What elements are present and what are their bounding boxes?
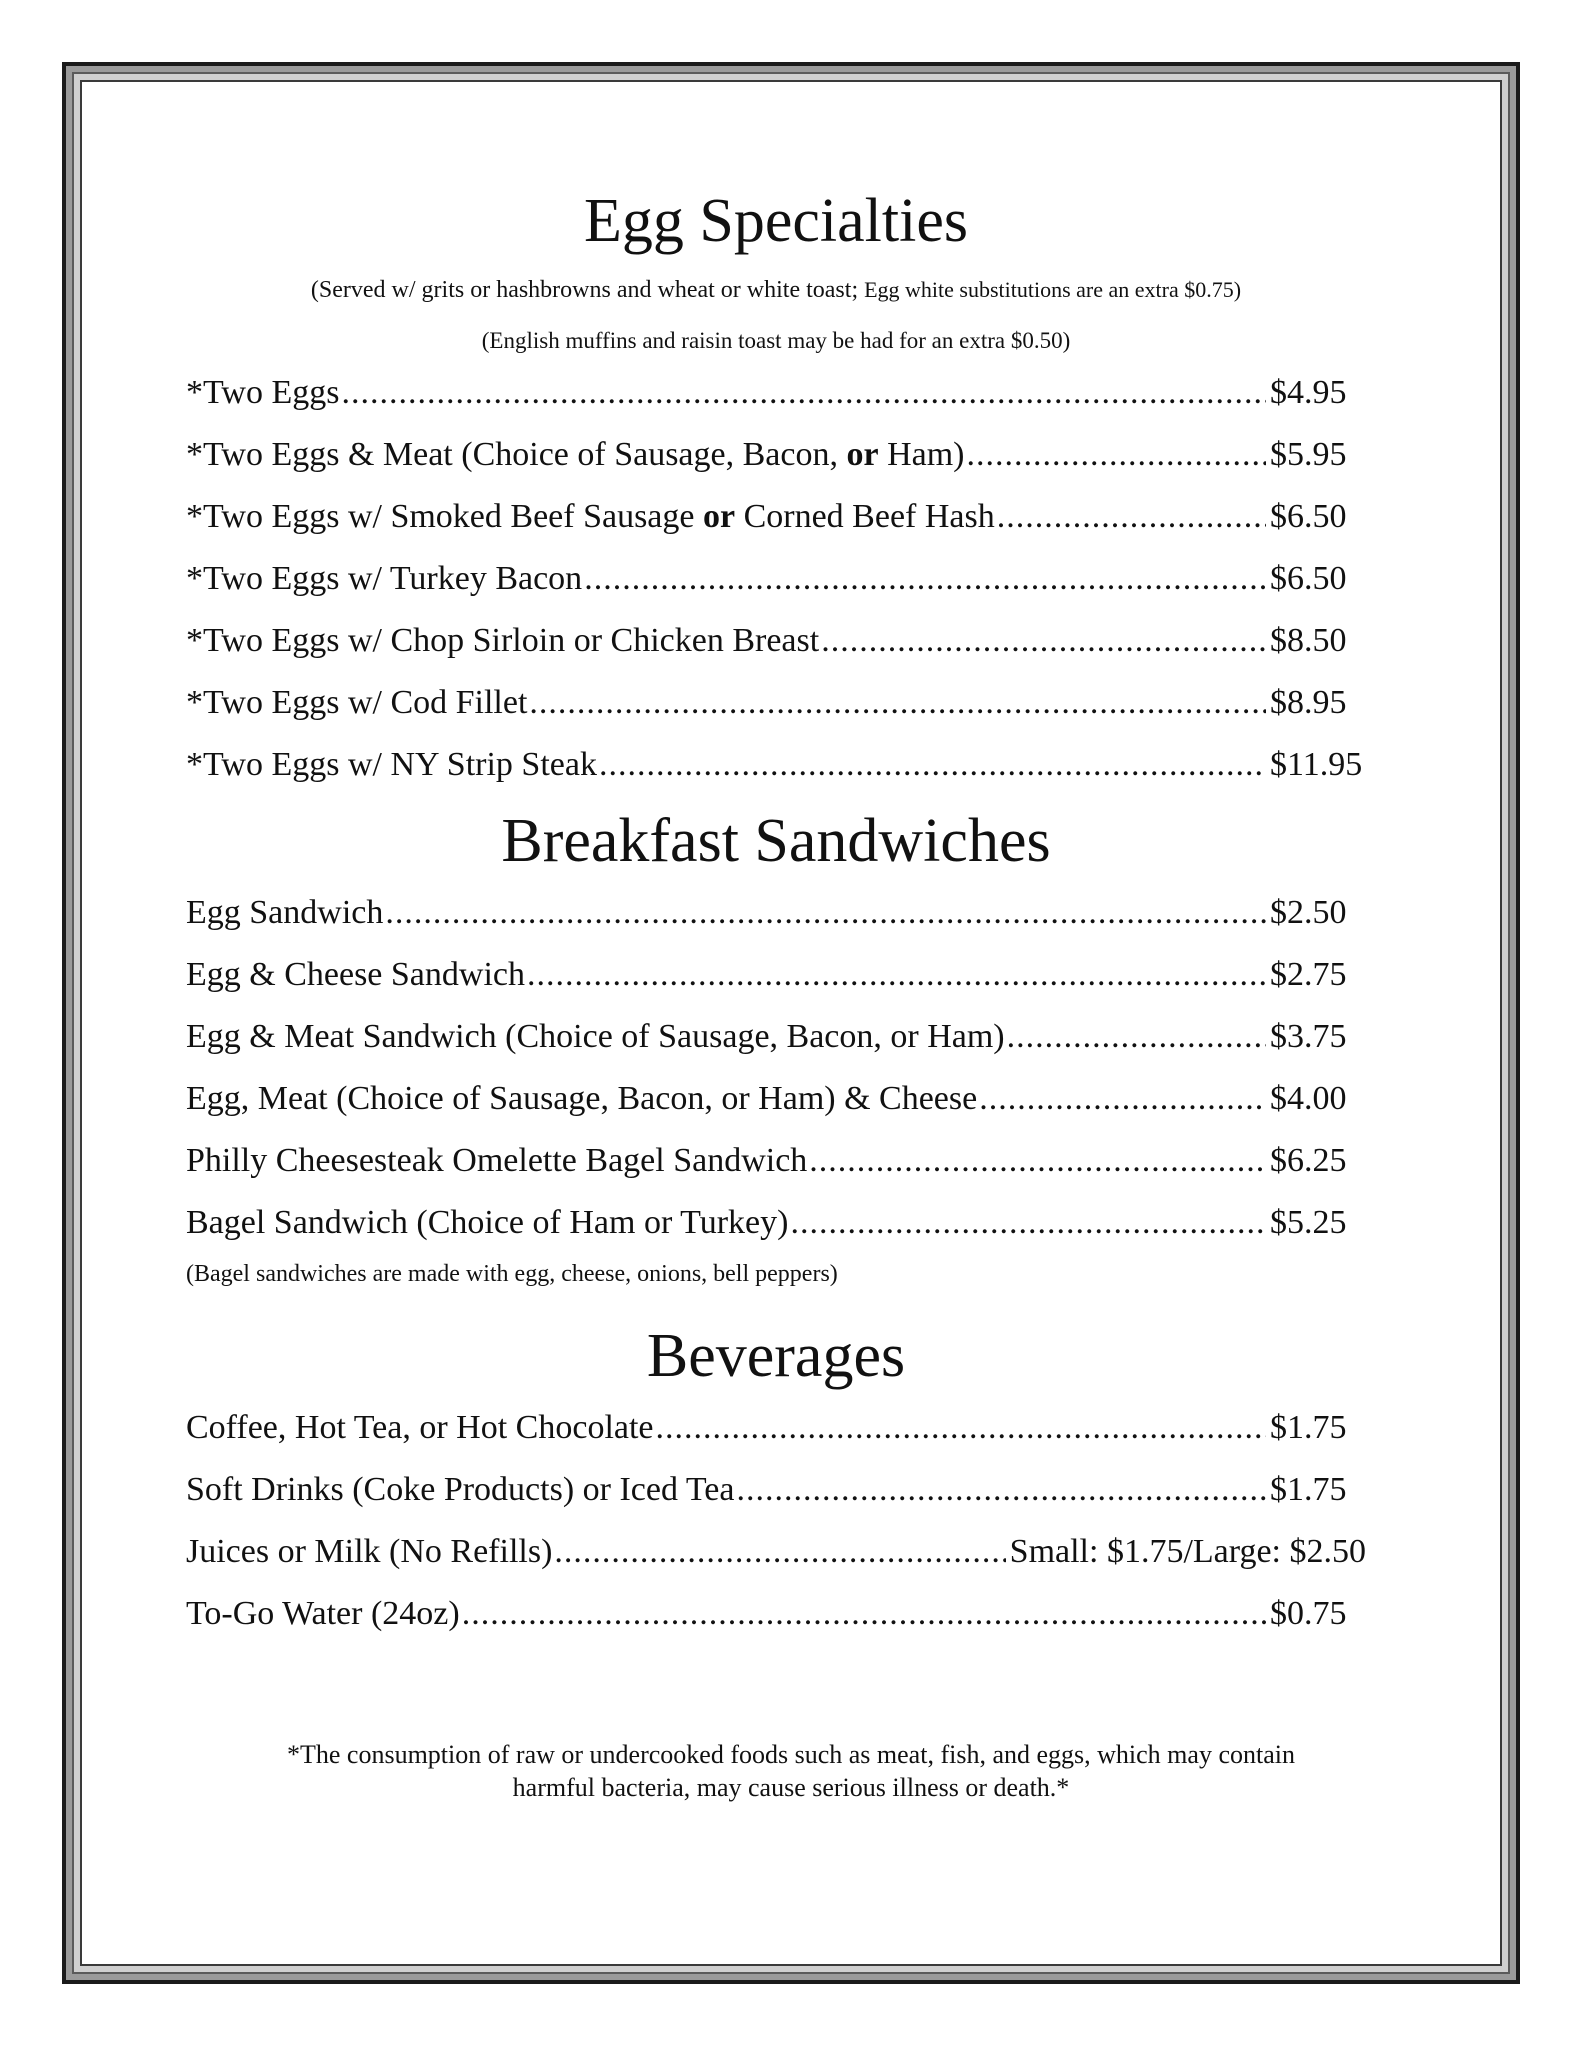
menu-item [186, 1006, 1366, 1068]
dot-leader [736, 1459, 1266, 1521]
egg-specialties-list [186, 362, 1366, 796]
egg-specialties-note [186, 276, 1366, 305]
menu-item [186, 1583, 1366, 1645]
disclaimer-line: *The consumption of raw or undercooked foods such as meat, fish, and eggs, which may contain [287, 1740, 1295, 1769]
item-name: *Two Eggs w/ Cod Fillet [186, 684, 528, 722]
dot-leader [462, 1583, 1266, 1645]
dot-leader [1007, 1006, 1266, 1068]
menu-content [186, 180, 1366, 1645]
dot-leader [529, 672, 1266, 734]
item-price: Small: $1.75/Large: $2.50 [1009, 1533, 1366, 1571]
beverages-title: Beverages [646, 1322, 906, 1391]
item-name: Bagel Sandwich (Choice of Ham or Turkey) [186, 1204, 789, 1242]
dot-leader [790, 1192, 1266, 1254]
item-name-part: *Two Eggs w/ Smoked Beef Sausage [186, 498, 703, 536]
disclaimer-line: harmful bacteria, may cause serious illness or death.* [512, 1773, 1070, 1802]
item-name: Egg, Meat (Choice of Sausage, Bacon, or Ham) & Cheese [186, 1080, 978, 1118]
dot-leader [821, 610, 1266, 672]
item-name [186, 424, 965, 486]
menu-item [186, 1397, 1366, 1459]
item-price: $4.95 [1270, 374, 1347, 412]
dot-leader [967, 424, 1267, 486]
item-price: $4.00 [1270, 1080, 1347, 1118]
menu-item [186, 1068, 1366, 1130]
breakfast-sandwiches-title: Breakfast Sandwiches [501, 807, 1051, 876]
dot-leader [341, 362, 1266, 424]
item-price: $2.50 [1270, 894, 1347, 932]
item-name: *Two Eggs w/ NY Strip Steak [186, 746, 597, 784]
menu-item [186, 424, 1366, 486]
menu-item [186, 672, 1366, 734]
dot-leader [527, 944, 1266, 1006]
item-name: Egg Sandwich [186, 894, 384, 932]
item-name: Juices or Milk (No Refills) [186, 1533, 553, 1571]
item-price: $0.75 [1270, 1595, 1347, 1633]
item-name: Egg & Cheese Sandwich [186, 956, 525, 994]
item-name-part: Corned Beef Hash [735, 498, 995, 536]
dot-leader [599, 734, 1266, 796]
item-name: *Two Eggs [186, 374, 340, 412]
item-price: $3.75 [1270, 1018, 1347, 1056]
item-price: $8.95 [1270, 684, 1347, 722]
item-price: $11.95 [1270, 746, 1363, 784]
item-name: To-Go Water (24oz) [186, 1595, 460, 1633]
item-name-part: *Two Eggs & Meat (Choice of Sausage, Bacon, [186, 436, 847, 474]
menu-item [186, 362, 1366, 424]
bagel-note: (Bagel sandwiches are made with egg, cheese, onions, bell peppers) [186, 1261, 838, 1288]
item-price: $6.25 [1270, 1142, 1347, 1180]
egg-specialties-title: Egg Specialties [584, 187, 968, 255]
item-price: $8.50 [1270, 622, 1347, 660]
dot-leader [656, 1397, 1266, 1459]
item-name-bold: or [846, 436, 879, 474]
item-price: $1.75 [1270, 1471, 1347, 1509]
item-price: $6.50 [1270, 498, 1347, 536]
item-name: Philly Cheesesteak Omelette Bagel Sandwich [186, 1142, 808, 1180]
item-name-bold: or [703, 498, 736, 536]
menu-item [186, 486, 1366, 548]
menu-item [186, 1521, 1366, 1583]
item-price: $5.25 [1270, 1204, 1347, 1242]
dot-leader [385, 882, 1266, 944]
food-safety-disclaimer [186, 1738, 1396, 1804]
item-price: $1.75 [1270, 1409, 1347, 1447]
dot-leader [997, 486, 1266, 548]
item-price: $6.50 [1270, 560, 1347, 598]
breakfast-sandwiches-list [186, 882, 1366, 1254]
english-muffin-note: (English muffins and raisin toast may be had for an extra $0.50) [481, 327, 1071, 353]
item-name: *Two Eggs w/ Turkey Bacon [186, 560, 583, 598]
item-price: $5.95 [1270, 436, 1347, 474]
menu-item [186, 1130, 1366, 1192]
dot-leader [979, 1068, 1266, 1130]
menu-item [186, 548, 1366, 610]
item-name [186, 486, 995, 548]
menu-item [186, 610, 1366, 672]
item-name: Egg & Meat Sandwich (Choice of Sausage, Bacon, or Ham) [186, 1018, 1005, 1056]
beverages-list [186, 1397, 1366, 1645]
item-price: $2.75 [1270, 956, 1347, 994]
item-name: Coffee, Hot Tea, or Hot Chocolate [186, 1409, 654, 1447]
item-name-part: Ham) [878, 436, 965, 474]
item-name: *Two Eggs w/ Chop Sirloin or Chicken Breast [186, 622, 820, 660]
item-name: Soft Drinks (Coke Products) or Iced Tea [186, 1471, 735, 1509]
menu-item [186, 944, 1366, 1006]
egg-note-part2: Egg white substitutions are an extra $0.75) [864, 277, 1242, 302]
dot-leader [584, 548, 1266, 610]
menu-item [186, 882, 1366, 944]
dot-leader [554, 1521, 1005, 1583]
egg-note-part1: (Served w/ grits or hashbrowns and wheat or white toast; [310, 277, 859, 303]
menu-item [186, 734, 1366, 796]
dot-leader [809, 1130, 1266, 1192]
menu-item [186, 1192, 1366, 1254]
menu-item [186, 1459, 1366, 1521]
